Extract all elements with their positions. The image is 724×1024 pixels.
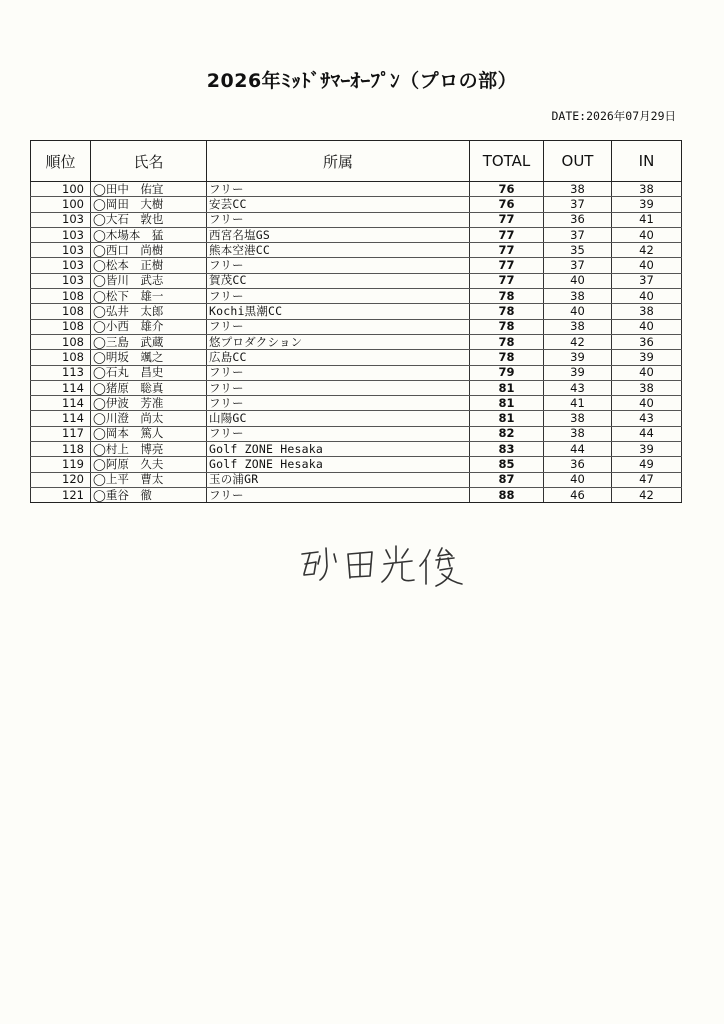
cell-total: 81 (470, 380, 544, 395)
cell-name: ◯木場本 猛 (91, 227, 207, 242)
cell-out: 38 (544, 319, 612, 334)
cell-rank: 103 (31, 243, 91, 258)
cell-club: Kochi黒潮CC (207, 304, 470, 319)
cell-name: ◯岡田 大樹 (91, 197, 207, 212)
cell-in: 40 (612, 319, 682, 334)
cell-out: 40 (544, 273, 612, 288)
table-row (31, 289, 682, 304)
cell-total: 88 (470, 487, 544, 502)
cell-out: 38 (544, 411, 612, 426)
cell-rank: 117 (31, 426, 91, 441)
cell-name: ◯猪原 聡真 (91, 380, 207, 395)
table-row (31, 365, 682, 380)
cell-out: 44 (544, 442, 612, 457)
cell-in: 36 (612, 334, 682, 349)
cell-name: ◯阿原 久夫 (91, 457, 207, 472)
cell-rank: 114 (31, 380, 91, 395)
cell-in: 41 (612, 212, 682, 227)
signature-stroke (402, 549, 408, 558)
header-name: 氏名 (91, 141, 207, 182)
cell-rank: 103 (31, 227, 91, 242)
signature-stroke (382, 564, 393, 582)
cell-rank: 108 (31, 319, 91, 334)
signature-stroke (348, 554, 350, 578)
cell-out: 38 (544, 289, 612, 304)
cell-rank: 121 (31, 487, 91, 502)
cell-out: 39 (544, 365, 612, 380)
cell-in: 40 (612, 365, 682, 380)
table-row (31, 304, 682, 319)
table-row (31, 396, 682, 411)
cell-in: 39 (612, 350, 682, 365)
cell-in: 38 (612, 304, 682, 319)
cell-total: 78 (470, 319, 544, 334)
cell-total: 83 (470, 442, 544, 457)
cell-in: 42 (612, 487, 682, 502)
header-club: 所属 (207, 141, 470, 182)
cell-out: 40 (544, 472, 612, 487)
cell-club: フリー (207, 182, 470, 197)
cell-rank: 108 (31, 304, 91, 319)
cell-rank: 103 (31, 212, 91, 227)
cell-in: 49 (612, 457, 682, 472)
cell-out: 41 (544, 396, 612, 411)
cell-club: 西宮名塩GS (207, 227, 470, 242)
cell-club: 悠プロダクション (207, 334, 470, 349)
table-row (31, 380, 682, 395)
cell-total: 85 (470, 457, 544, 472)
cell-in: 44 (612, 426, 682, 441)
cell-name: ◯小西 雄介 (91, 319, 207, 334)
table-row (31, 227, 682, 242)
header-total: TOTAL (470, 141, 544, 182)
cell-total: 77 (470, 258, 544, 273)
document-date: DATE:2026年07月29日 (551, 109, 676, 123)
cell-rank: 108 (31, 289, 91, 304)
cell-total: 77 (470, 227, 544, 242)
table-row (31, 243, 682, 258)
cell-in: 38 (612, 380, 682, 395)
signature-stroke (334, 554, 336, 562)
cell-name: ◯西口 尚樹 (91, 243, 207, 258)
cell-club: フリー (207, 258, 470, 273)
cell-name: ◯大石 敦也 (91, 212, 207, 227)
cell-in: 37 (612, 273, 682, 288)
cell-total: 77 (470, 273, 544, 288)
cell-total: 78 (470, 334, 544, 349)
signature-stroke (402, 563, 414, 581)
cell-name: ◯岡本 篤人 (91, 426, 207, 441)
table-header-row (31, 141, 682, 182)
cell-club: フリー (207, 289, 470, 304)
signature-stroke (350, 564, 370, 565)
cell-club: フリー (207, 426, 470, 441)
cell-out: 36 (544, 212, 612, 227)
table-row (31, 457, 682, 472)
signature-stroke (384, 561, 412, 564)
cell-name: ◯松下 雄一 (91, 289, 207, 304)
cell-out: 43 (544, 380, 612, 395)
cell-rank: 120 (31, 472, 91, 487)
table-row (31, 411, 682, 426)
cell-name: ◯重谷 徹 (91, 487, 207, 502)
cell-total: 87 (470, 472, 544, 487)
table-row (31, 350, 682, 365)
cell-out: 40 (544, 304, 612, 319)
cell-out: 38 (544, 182, 612, 197)
cell-in: 40 (612, 289, 682, 304)
cell-out: 42 (544, 334, 612, 349)
cell-in: 40 (612, 227, 682, 242)
cell-total: 76 (470, 197, 544, 212)
cell-out: 39 (544, 350, 612, 365)
cell-rank: 100 (31, 182, 91, 197)
cell-in: 39 (612, 197, 682, 212)
signature-stroke (436, 558, 454, 560)
cell-rank: 114 (31, 396, 91, 411)
cell-out: 46 (544, 487, 612, 502)
cell-name: ◯三島 武蔵 (91, 334, 207, 349)
cell-rank: 108 (31, 350, 91, 365)
table-body (31, 182, 682, 503)
signature-stroke (318, 556, 320, 564)
cell-name: ◯田中 佑宜 (91, 182, 207, 197)
cell-club: Golf ZONE Hesaka (207, 457, 470, 472)
table-row (31, 319, 682, 334)
cell-out: 37 (544, 227, 612, 242)
cell-club: 賀茂CC (207, 273, 470, 288)
cell-rank: 103 (31, 273, 91, 288)
cell-in: 42 (612, 243, 682, 258)
document-title: 2026年ﾐｯﾄﾞｻﾏｰｵｰﾌﾟﾝ（プロの部） (206, 70, 518, 92)
cell-out: 38 (544, 426, 612, 441)
cell-club: フリー (207, 380, 470, 395)
table-row (31, 426, 682, 441)
cell-name: ◯石丸 昌史 (91, 365, 207, 380)
cell-club: フリー (207, 319, 470, 334)
cell-total: 77 (470, 212, 544, 227)
cell-total: 78 (470, 304, 544, 319)
cell-name: ◯明坂 颯之 (91, 350, 207, 365)
cell-out: 37 (544, 197, 612, 212)
cell-rank: 119 (31, 457, 91, 472)
cell-club: 山陽GC (207, 411, 470, 426)
cell-in: 43 (612, 411, 682, 426)
cell-club: 広島CC (207, 350, 470, 365)
cell-total: 78 (470, 350, 544, 365)
table-row (31, 334, 682, 349)
table-row (31, 472, 682, 487)
cell-name: ◯松本 正樹 (91, 258, 207, 273)
table-row (31, 487, 682, 502)
table-row (31, 197, 682, 212)
cell-club: フリー (207, 212, 470, 227)
signature-stroke (436, 568, 452, 586)
cell-total: 78 (470, 289, 544, 304)
cell-out: 35 (544, 243, 612, 258)
cell-total: 81 (470, 411, 544, 426)
table-row (31, 442, 682, 457)
cell-name: ◯伊波 芳准 (91, 396, 207, 411)
cell-name: ◯村上 博亮 (91, 442, 207, 457)
cell-in: 38 (612, 182, 682, 197)
signature-stroke (420, 550, 430, 566)
cell-name: ◯上平 曹太 (91, 472, 207, 487)
cell-club: フリー (207, 487, 470, 502)
signature-stroke (386, 550, 390, 558)
table-row (31, 258, 682, 273)
cell-club: 熊本空港CC (207, 243, 470, 258)
cell-club: フリー (207, 396, 470, 411)
cell-total: 77 (470, 243, 544, 258)
cell-in: 39 (612, 442, 682, 457)
cell-out: 37 (544, 258, 612, 273)
cell-club: 玉の浦GR (207, 472, 470, 487)
cell-in: 47 (612, 472, 682, 487)
cell-name: ◯皆川 武志 (91, 273, 207, 288)
results-table (30, 140, 682, 503)
cell-name: ◯弘井 太郎 (91, 304, 207, 319)
cell-total: 81 (470, 396, 544, 411)
table-row (31, 182, 682, 197)
cell-rank: 114 (31, 411, 91, 426)
cell-name: ◯川澄 尚太 (91, 411, 207, 426)
cell-club: フリー (207, 365, 470, 380)
header-rank: 順位 (31, 141, 91, 182)
cell-club: 安芸CC (207, 197, 470, 212)
cell-rank: 108 (31, 334, 91, 349)
table-row (31, 212, 682, 227)
cell-club: Golf ZONE Hesaka (207, 442, 470, 457)
cell-rank: 118 (31, 442, 91, 457)
cell-total: 76 (470, 182, 544, 197)
cell-rank: 100 (31, 197, 91, 212)
cell-total: 82 (470, 426, 544, 441)
cell-total: 79 (470, 365, 544, 380)
signature-stroke (442, 574, 462, 584)
handwritten-signature (296, 540, 486, 590)
cell-out: 36 (544, 457, 612, 472)
cell-rank: 113 (31, 365, 91, 380)
header-in: IN (612, 141, 682, 182)
cell-in: 40 (612, 258, 682, 273)
header-out: OUT (544, 141, 612, 182)
cell-in: 40 (612, 396, 682, 411)
table-row (31, 273, 682, 288)
cell-rank: 103 (31, 258, 91, 273)
signature-stroke (320, 548, 327, 580)
